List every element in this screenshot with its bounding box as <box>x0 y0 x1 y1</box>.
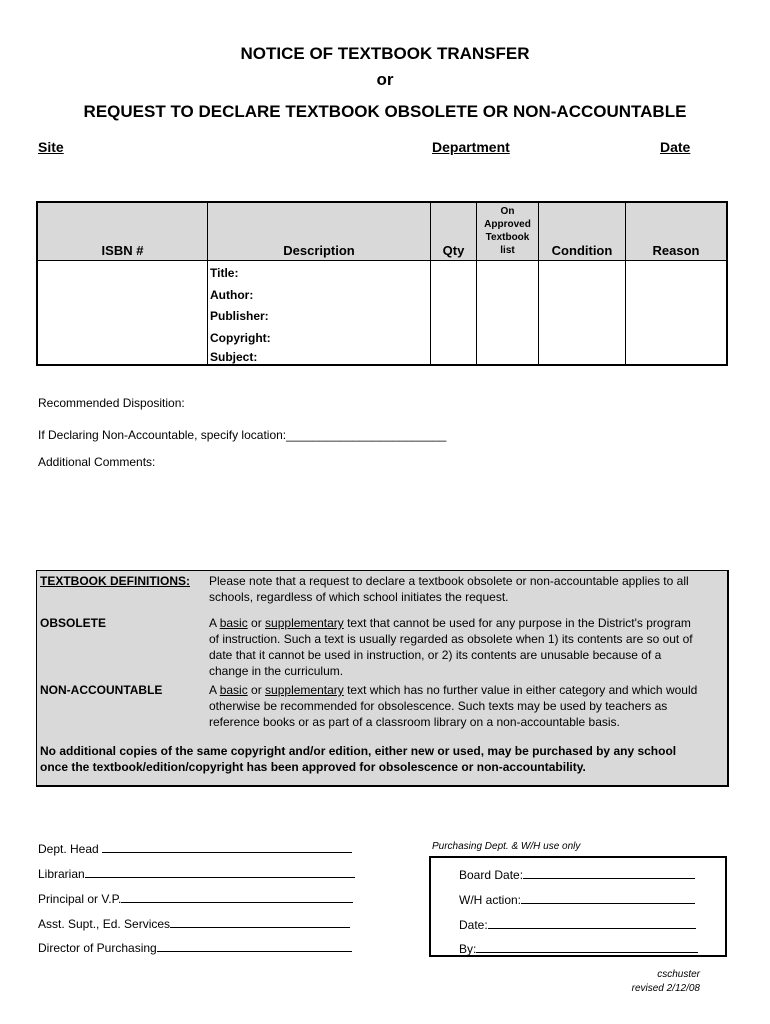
purchasing-date-line[interactable] <box>488 916 696 929</box>
text-span: supplementary <box>265 616 344 630</box>
text-span: text that cannot be used for any purpose in the District's program <box>343 616 691 630</box>
additional-comments-label: Additional Comments: <box>38 455 156 469</box>
director-label: Director of Purchasing <box>38 941 157 955</box>
definitions-intro-line: Please note that a request to declare a textbook obsolete or non-accountable applies to all <box>209 574 689 588</box>
revision-note: revised 2/12/08 <box>631 983 700 994</box>
column-divider <box>207 203 208 364</box>
board-date-label: Board Date: <box>459 868 524 882</box>
approved-list-column-header <box>477 205 538 257</box>
subject-field-label: Subject: <box>210 350 258 364</box>
purchasing-box <box>429 856 727 957</box>
site-label: Site <box>38 139 64 155</box>
publisher-field-label: Publisher: <box>210 309 269 323</box>
obsolete-definition-line: date that it cannot be used in instruction, or 2) its contents are unusable because of a <box>209 648 662 662</box>
obsolete-definition-line: change in the curriculum. <box>209 664 344 678</box>
director-signature <box>38 939 352 955</box>
text-span: basic <box>219 683 248 697</box>
text-span: A <box>209 683 220 697</box>
definitions-intro-line: schools, regardless of which school initiates the request. <box>209 590 509 604</box>
description-column-header: Description <box>283 243 355 258</box>
column-divider <box>430 203 431 364</box>
isbn-column-header: ISBN # <box>101 243 144 258</box>
principal-signature <box>38 890 353 906</box>
dept-head-label: Dept. Head <box>38 842 99 856</box>
text-span: basic <box>219 616 248 630</box>
date-label: Date <box>660 139 691 155</box>
author-note: cschuster <box>657 969 700 980</box>
non-accountable-definition-line: reference books or as part of a classroom library on a non-accountable basis. <box>209 715 620 729</box>
purchasing-use-note: Purchasing Dept. & W/H use only <box>432 841 581 852</box>
copyright-field-label: Copyright: <box>210 331 271 345</box>
notice-line: once the textbook/edition/copyright has been approved for obsolescence or non-accountability. <box>40 760 586 774</box>
non-accountable-term: NON-ACCOUNTABLE <box>40 683 163 697</box>
textbook-table <box>36 201 728 366</box>
text-span: A <box>209 616 220 630</box>
asst-supt-signature <box>38 915 350 931</box>
librarian-signature <box>38 865 355 881</box>
librarian-label: Librarian <box>38 867 85 881</box>
approved-header-line: Textbook <box>485 232 530 243</box>
asst-supt-label: Asst. Supt., Ed. Services <box>38 917 171 931</box>
by-label: By: <box>459 942 477 956</box>
principal-line[interactable] <box>121 890 353 903</box>
obsolete-definition-line <box>209 615 721 631</box>
obsolete-term: OBSOLETE <box>40 616 107 630</box>
recommended-disposition-label: Recommended Disposition: <box>38 396 185 410</box>
form-subtitle: REQUEST TO DECLARE TEXTBOOK OBSOLETE OR NON-ACCOUNTABLE <box>83 102 687 121</box>
purchasing-date-field <box>459 916 696 932</box>
director-line[interactable] <box>157 939 352 952</box>
approved-header-line: Approved <box>484 219 531 230</box>
definitions-intro <box>209 573 721 605</box>
non-accountable-definition-line: otherwise be recommended for obsolescence. Such texts may be used by teachers as <box>209 699 668 713</box>
obsolete-definition <box>209 615 721 679</box>
text-span: or <box>247 683 266 697</box>
board-date-line[interactable] <box>523 866 695 879</box>
author-field-label: Author: <box>210 288 254 302</box>
wh-action-line[interactable] <box>521 891 695 904</box>
title-field-label: Title: <box>210 266 239 280</box>
dept-head-signature <box>38 840 352 856</box>
asst-supt-line[interactable] <box>170 915 350 928</box>
qty-column-header: Qty <box>442 243 465 258</box>
by-field <box>459 940 698 956</box>
notice-line: No additional copies of the same copyright and/or edition, either new or used, may be purchased by any school <box>40 744 677 758</box>
definitions-box <box>36 570 729 787</box>
by-line[interactable] <box>476 940 698 953</box>
approved-header-line: list <box>500 245 515 256</box>
condition-column-header: Condition <box>551 243 613 258</box>
dept-head-line[interactable] <box>102 840 352 853</box>
form-title: NOTICE OF TEXTBOOK TRANSFER <box>240 44 530 63</box>
reason-column-header: Reason <box>652 243 700 258</box>
wh-action-field <box>459 891 695 907</box>
obsolete-definition-line: of instruction. Such a text is usually regarded as obsolete when 1) its contents are so out of <box>209 632 693 646</box>
board-date-field <box>459 866 695 882</box>
non-accountable-definition-line <box>209 682 721 698</box>
text-span: text which has no further value in either category and which would <box>343 683 698 697</box>
text-span: supplementary <box>265 683 344 697</box>
definitions-heading: TEXTBOOK DEFINITIONS: <box>40 574 190 588</box>
form-title-or: or <box>376 70 394 89</box>
department-label: Department <box>432 139 510 155</box>
wh-action-label: W/H action: <box>459 893 522 907</box>
approved-header-line: On <box>500 206 515 217</box>
purchasing-date-label: Date: <box>459 918 488 932</box>
column-divider <box>625 203 626 364</box>
non-accountable-definition <box>209 682 721 730</box>
purchase-restriction-notice <box>40 743 724 775</box>
non-accountable-location-field: If Declaring Non-Accountable, specify location:________________________ <box>38 428 447 442</box>
principal-label: Principal or V.P. <box>38 892 122 906</box>
column-divider <box>538 203 539 364</box>
librarian-line[interactable] <box>85 865 355 878</box>
text-span: or <box>247 616 266 630</box>
